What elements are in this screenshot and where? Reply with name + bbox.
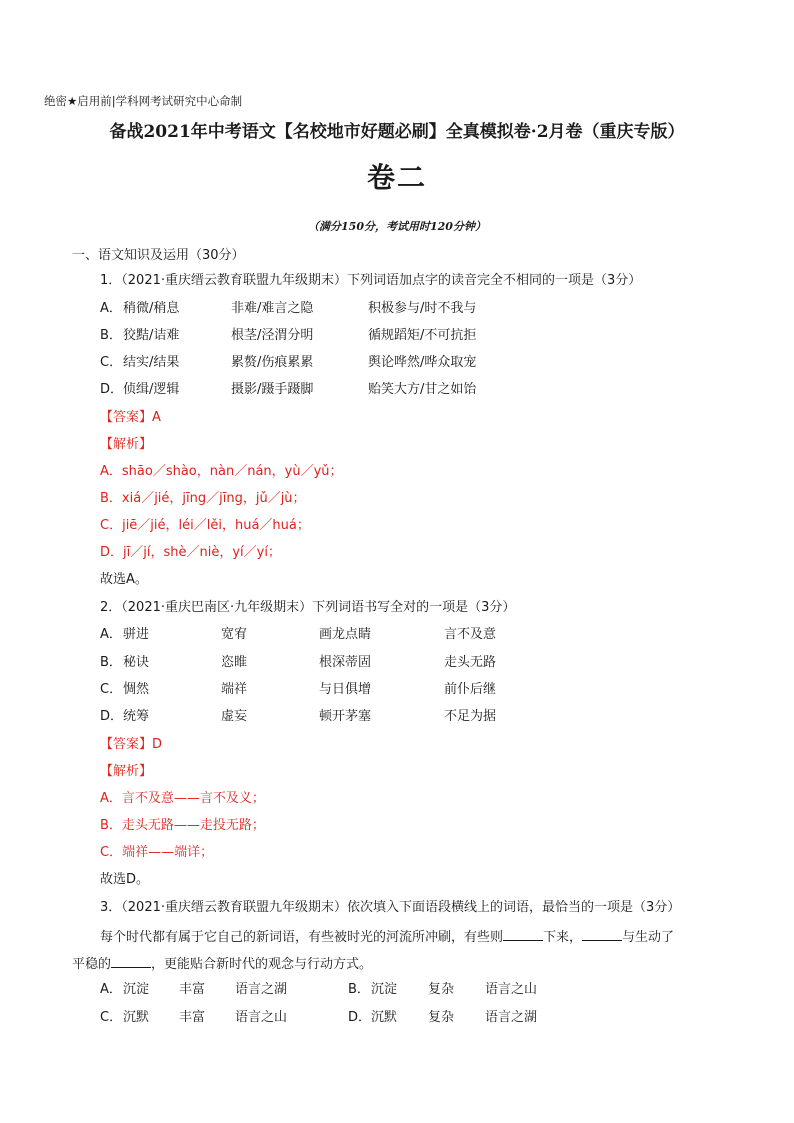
q1-option-label: B．	[100, 328, 122, 343]
q1-option-a-2: 非难/难言之隐	[231, 301, 314, 316]
q1-option-d-2: 摄影/蹑手蹑脚	[231, 382, 314, 397]
q1-option-b-1: 狡黠/诘难	[123, 328, 180, 343]
q2-option-c-4: 前仆后继	[444, 682, 497, 697]
q2-option-d-1: 统筹	[123, 709, 150, 724]
q3-option-d-1: 沉默	[371, 1010, 398, 1025]
q3-passage-line-1	[100, 928, 674, 944]
q1-option-a-1: 稍微/稍息	[123, 301, 180, 316]
q3-passage-text: 平稳的	[72, 957, 112, 972]
q1-option-c-3: 舆论哗然/哗众取宠	[368, 355, 477, 370]
q3-option-b-2: 复杂	[428, 982, 455, 997]
q3-option-label: A．	[100, 982, 122, 997]
paper-subtitle: 卷二	[366, 161, 427, 194]
q2-option-a-1: 骈进	[123, 627, 150, 642]
q2-option-d-3: 顿开茅塞	[319, 709, 372, 724]
q3-option-c-3: 语言之山	[235, 1010, 288, 1025]
q3-option-label: C．	[100, 1010, 123, 1025]
q2-option-b-3: 根深蒂固	[319, 655, 372, 670]
q1-analysis-line: C．jiē／jié，léi／lěi，huá／huá；	[100, 518, 310, 533]
q3-option-c-2: 丰富	[179, 1010, 206, 1025]
q2-option-a-2: 宽宥	[221, 627, 248, 642]
q3-option-a-2: 丰富	[179, 982, 206, 997]
q2-option-label: C．	[100, 682, 123, 697]
q1-option-label: C．	[100, 355, 123, 370]
q1-option-b-2: 根茎/泾渭分明	[231, 328, 314, 343]
q1-option-d-1: 侦缉/逻辑	[123, 382, 180, 397]
q2-option-a-3: 画龙点睛	[319, 627, 372, 642]
q2-analysis-label: 【解析】	[100, 764, 153, 779]
section-title: 一、语文知识及运用（30分）	[72, 248, 245, 263]
q3-option-a-1: 沉淀	[123, 982, 150, 997]
q1-option-d-3: 贻笑大方/甘之如饴	[368, 382, 477, 397]
q2-analysis-line: A．言不及意——言不及义；	[100, 791, 265, 806]
q2-option-label: A．	[100, 627, 122, 642]
q1-option-a-3: 积极参与/时不我与	[368, 301, 477, 316]
q2-option-label: D．	[100, 709, 124, 724]
q1-analysis-line: D．jī／jí，shè／niè，yí／yí；	[100, 545, 281, 560]
q2-option-d-2: 虚妄	[221, 709, 248, 724]
q2-option-c-3: 与日俱增	[319, 682, 372, 697]
q2-option-b-2: 恣睢	[221, 655, 248, 670]
q2-analysis-line: C．端祥——端详；	[100, 845, 214, 860]
q3-passage-text: 与生动了	[622, 930, 675, 945]
q3-option-d-2: 复杂	[428, 1010, 455, 1025]
question-1-stem: 1．（2021·重庆缙云教育联盟九年级期末）下列词语加点字的读音完全不相同的一项是（3分）	[100, 273, 642, 288]
q3-option-c-1: 沉默	[123, 1010, 150, 1025]
q3-option-b-1: 沉淀	[371, 982, 398, 997]
q1-option-b-3: 循规蹈矩/不可抗拒	[368, 328, 477, 343]
paper-title: 备战2021年中考语文【名校地市好题必刷】全真模拟卷·2月卷（重庆专版）	[109, 122, 685, 142]
q3-passage-line-2	[72, 955, 372, 971]
q1-option-label: D．	[100, 382, 124, 397]
q3-option-b-3: 语言之山	[485, 982, 538, 997]
q3-option-label: B．	[348, 982, 370, 997]
q2-answer: 【答案】D	[100, 737, 163, 752]
q1-analysis-line: B．xiá／jié，jīng／jīng，jǔ／jù；	[100, 491, 306, 506]
q3-option-a-3: 语言之湖	[235, 982, 288, 997]
q3-passage-text: ，更能贴合新时代的观念与行动方式。	[151, 957, 373, 972]
q2-analysis-line: B．走头无路——走投无路；	[100, 818, 265, 833]
q2-option-d-4: 不足为据	[444, 709, 497, 724]
q2-option-c-1: 惆然	[123, 682, 150, 697]
q2-option-label: B．	[100, 655, 122, 670]
question-2-stem: 2．（2021·重庆巴南区·九年级期末）下列词语书写全对的一项是（3分）	[100, 600, 516, 615]
q2-option-a-4: 言不及意	[444, 627, 497, 642]
question-3-stem: 3．（2021·重庆缙云教育联盟九年级期末）依次填入下面语段横线上的词语，最恰当的一项是（3分）	[100, 900, 681, 915]
q1-conclusion: 故选A。	[100, 572, 148, 587]
exam-info: （满分150分，考试用时120分钟）	[308, 220, 486, 233]
q1-option-label: A．	[100, 301, 122, 316]
q2-option-b-1: 秘诀	[123, 655, 150, 670]
q1-answer: 【答案】A	[100, 410, 161, 425]
q1-option-c-1: 结实/结果	[123, 355, 180, 370]
q3-passage-text: 下来，	[543, 930, 583, 945]
fill-blank-2	[582, 928, 622, 941]
q3-option-d-3: 语言之湖	[485, 1010, 538, 1025]
q3-option-label: D．	[348, 1010, 372, 1025]
q1-analysis-label: 【解析】	[100, 437, 153, 452]
fill-blank-1	[503, 928, 543, 941]
fill-blank-3	[111, 955, 151, 968]
q2-conclusion: 故选D。	[100, 872, 150, 887]
q1-option-c-2: 累赘/伤痕累累	[231, 355, 314, 370]
q1-analysis-line: A．shāo／shào，nàn／nán，yù／yǔ；	[100, 464, 343, 479]
q2-option-c-2: 端祥	[221, 682, 248, 697]
confidential-note: 绝密★启用前|学科网考试研究中心命制	[44, 94, 243, 108]
q2-option-b-4: 走头无路	[444, 655, 497, 670]
q3-passage-text: 每个时代都有属于它自己的新词语，有些被时光的河流所冲刷，有些则	[100, 930, 504, 945]
